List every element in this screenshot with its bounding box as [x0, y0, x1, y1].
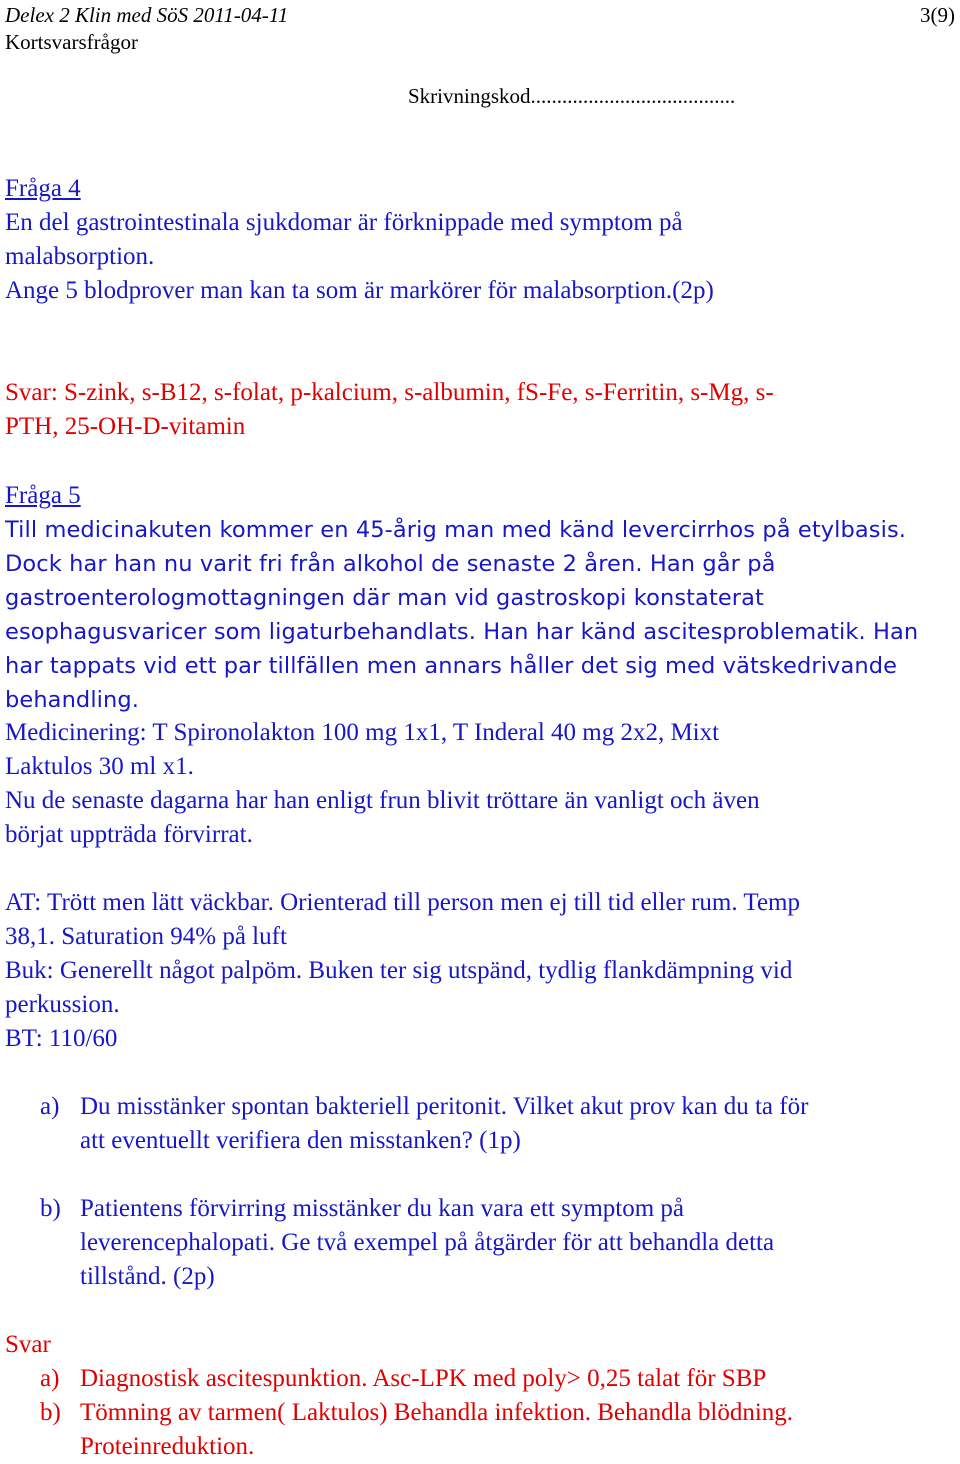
question-5-intro-line: Dock har han nu varit fri från alkohol de senaste 2 åren. Han går på	[5, 551, 776, 577]
status-line: AT: Trött men lätt väckbar. Orienterad till person men ej till tid eller rum. Temp	[5, 889, 800, 916]
page-number: 3(9)	[920, 3, 955, 27]
status-line: BT: 110/60	[5, 1025, 118, 1052]
question-5-intro-line: har tappats vid ett par tillfällen men annars håller det sig med vätskedrivande	[5, 653, 898, 679]
question-4-title: Fråga 4	[5, 175, 81, 202]
answer-label: b)	[40, 1399, 61, 1426]
status-line: perkussion.	[5, 991, 120, 1018]
medication-line: Medicinering: T Spironolakton 100 mg 1x1, T Inderal 40 mg 2x2, Mixt	[5, 719, 720, 746]
question-4-answer-line: Svar: S-zink, s-B12, s-folat, p-kalcium, s-albumin, fS-Fe, s-Ferritin, s-Mg, s-	[5, 379, 774, 406]
medication-line: Laktulos 30 ml x1.	[5, 753, 194, 780]
status-line: Buk: Generellt något palpöm. Buken ter sig utspänd, tydlig flankdämpning vid	[5, 957, 793, 984]
question-5-title: Fråga 5	[5, 482, 81, 509]
question-4-text-line: En del gastrointestinala sjukdomar är förknippade med symptom på	[5, 209, 683, 236]
question-5-intro-line: Till medicinakuten kommer en 45-årig man med känd levercirrhos på etylbasis.	[5, 517, 907, 543]
exam-code-field: Skrivningskod.......................................	[408, 84, 736, 108]
subquestion-a-line: att eventuellt verifiera den misstanken? (1p)	[80, 1127, 521, 1154]
status-line: 38,1. Saturation 94% på luft	[5, 923, 287, 950]
subquestion-b-line: leverencephalopati. Ge två exempel på åtgärder för att behandla detta	[80, 1229, 775, 1256]
recent-history-line: börjat uppträda förvirrat.	[5, 821, 253, 848]
answer-b-line: Proteinreduktion.	[80, 1433, 255, 1460]
question-5-intro-line: gastroenterologmottagningen där man vid gastroskopi konstaterat	[5, 585, 764, 611]
answer-b-line: Tömning av tarmen( Laktulos) Behandla infektion. Behandla blödning.	[80, 1399, 794, 1426]
answer-label: a)	[40, 1365, 60, 1392]
answer-title: Svar	[5, 1331, 51, 1358]
question-4-text-line: malabsorption.	[5, 243, 155, 270]
header-course: Delex 2 Klin med SöS 2011-04-11	[5, 3, 289, 27]
subquestion-a-line: Du misstänker spontan bakteriell peritonit. Vilket akut prov kan du ta för	[80, 1093, 809, 1120]
answer-a-line: Diagnostisk ascitespunktion. Asc-LPK med poly> 0,25 talat för SBP	[80, 1365, 767, 1392]
subquestion-label: b)	[40, 1195, 61, 1222]
header-section: Kortsvarsfrågor	[5, 30, 138, 54]
question-4-answer-line: PTH, 25-OH-D-vitamin	[5, 413, 246, 440]
question-4-text-line: Ange 5 blodprover man kan ta som är markörer för malabsorption.(2p)	[5, 277, 714, 304]
subquestion-b-line: tillstånd. (2p)	[80, 1263, 215, 1290]
subquestion-label: a)	[40, 1093, 60, 1120]
subquestion-b-line: Patientens förvirring misstänker du kan vara ett symptom på	[80, 1195, 685, 1222]
question-5-intro-line: esophagusvaricer som ligaturbehandlats. Han har känd ascitesproblematik. Han	[5, 619, 919, 645]
recent-history-line: Nu de senaste dagarna har han enligt frun blivit tröttare än vanligt och även	[5, 787, 760, 814]
question-5-intro-line: behandling.	[5, 687, 140, 713]
